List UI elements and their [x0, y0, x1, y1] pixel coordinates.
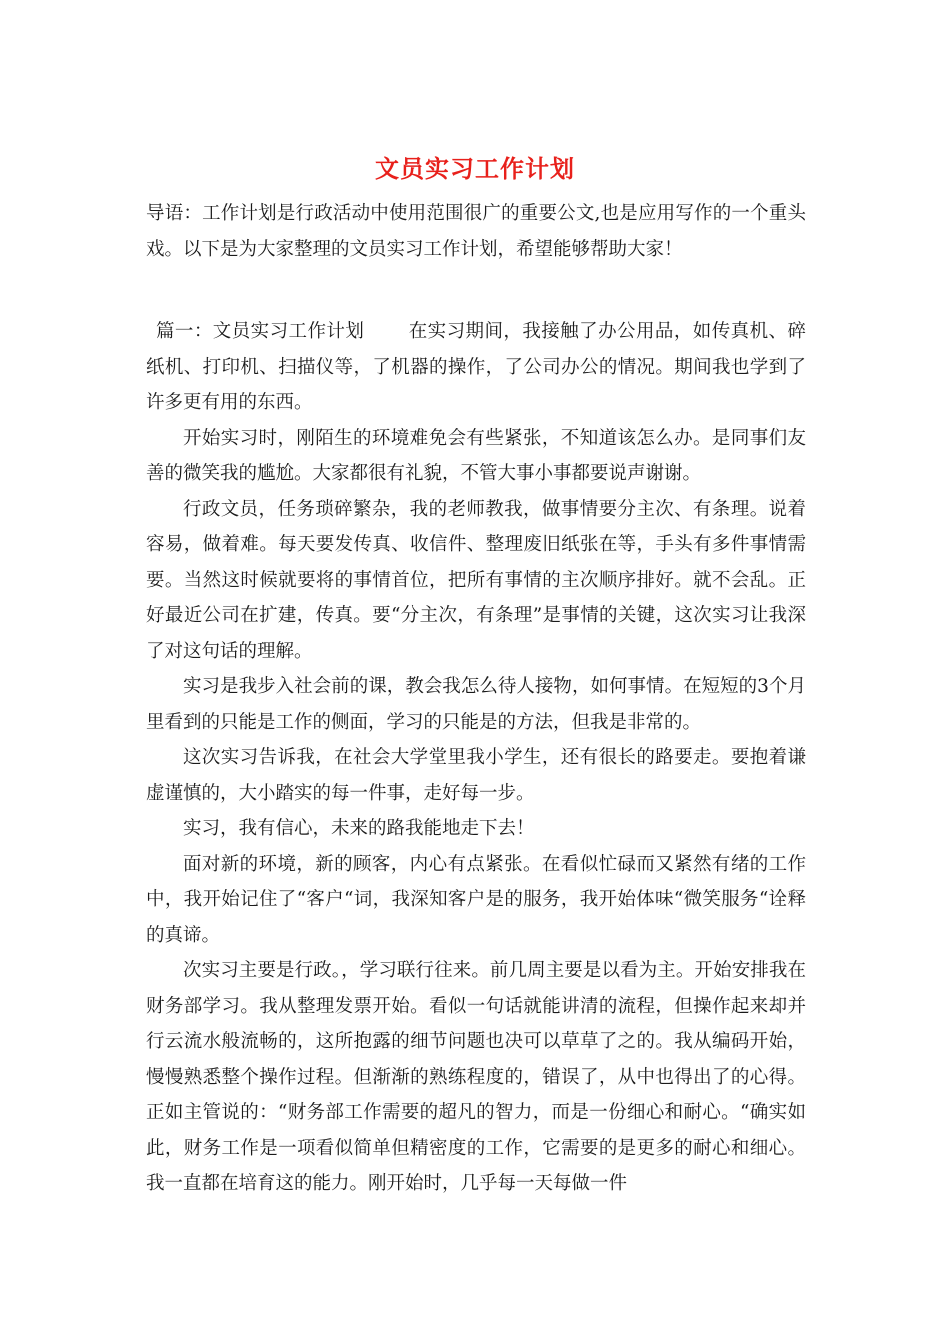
- document-title: 文员实习工作计划: [375, 154, 575, 183]
- body-paragraph: 实习是我步入社会前的课，教会我怎么待人接物，如何事情。在短短的3个月里看到的只能是工作的侧面，学习的只能是的方法，但我是非常的。: [146, 676, 806, 733]
- body-paragraph: 实习，我有信心，未来的路我能地走下去！: [183, 818, 535, 839]
- body-paragraph: 面对新的环境，新的顾客，内心有点紧张。在看似忙碌而又紧然有绪的工作中，我开始记住了“客户“词，我深知客户是的服务，我开始体味“微笑服务“诠释的真谛。: [146, 853, 806, 946]
- body-paragraph: 行政文员，任务琐碎繁杂，我的老师教我，做事情要分主次、有条理。说着容易，做着难。每天要发传真、收信件、整理废旧纸张在等，手头有多件事情需要。当然这时候就要将的事情首位，把所有事情的主次顺序排好。就不会乱。正好最近公司在扩建，传真。要“分主次，有条理”是事情的关键，这次实习让我深了对这句话的理解。: [146, 498, 806, 662]
- body-paragraph: 这次实习告诉我，在社会大学堂里我小学生，还有很长的路要走。要抱着谦虚谨慎的，大小踏实的每一件事，走好每一步。: [146, 747, 806, 804]
- body-paragraph: 次实习主要是行政。，学习联行往来。前几周主要是以看为主。开始安排我在财务部学习。我从整理发票开始。看似一句话就能讲清的流程，但操作起来却并行云流水般流畅的，这所抱露的细节问题也决可以草草了之的。我从编码开始，慢慢熟悉整个操作过程。但渐渐的熟练程度的，错误了，从中也得出了的心得。正如主管说的：“财务部工作需要的超凡的智力，而是一份细心和耐心。“确实如此，财务工作是一项看似简单但精密度的工作，它需要的是更多的耐心和细心。我一直都在培育这的能力。刚开始时，几乎每一天每做一件: [146, 960, 806, 1194]
- chapter-first-text: 在实习期间，我接触了办公用品，如传真机、碎纸机、打印机、扫描仪等，了机器的操作，了公司办公的情况。期间我也学到了许多更有用的东西。: [146, 321, 806, 413]
- document-body: [146, 196, 806, 1202]
- intro-paragraph: 导语：工作计划是行政活动中使用范围很广的重要公文,也是应用写作的一个重头戏。以下是为大家整理的文员实习工作计划，希望能够帮助大家！: [146, 203, 806, 260]
- chapter-label: 篇一：文员实习工作计划: [156, 321, 365, 342]
- body-paragraph: 开始实习时，刚陌生的环境难免会有些紧张，不知道该怎么办。是同事们友善的微笑我的尴尬。大家都很有礼貌，不管大事小事都要说声谢谢。: [146, 427, 806, 484]
- chapter-paragraph: [146, 314, 806, 421]
